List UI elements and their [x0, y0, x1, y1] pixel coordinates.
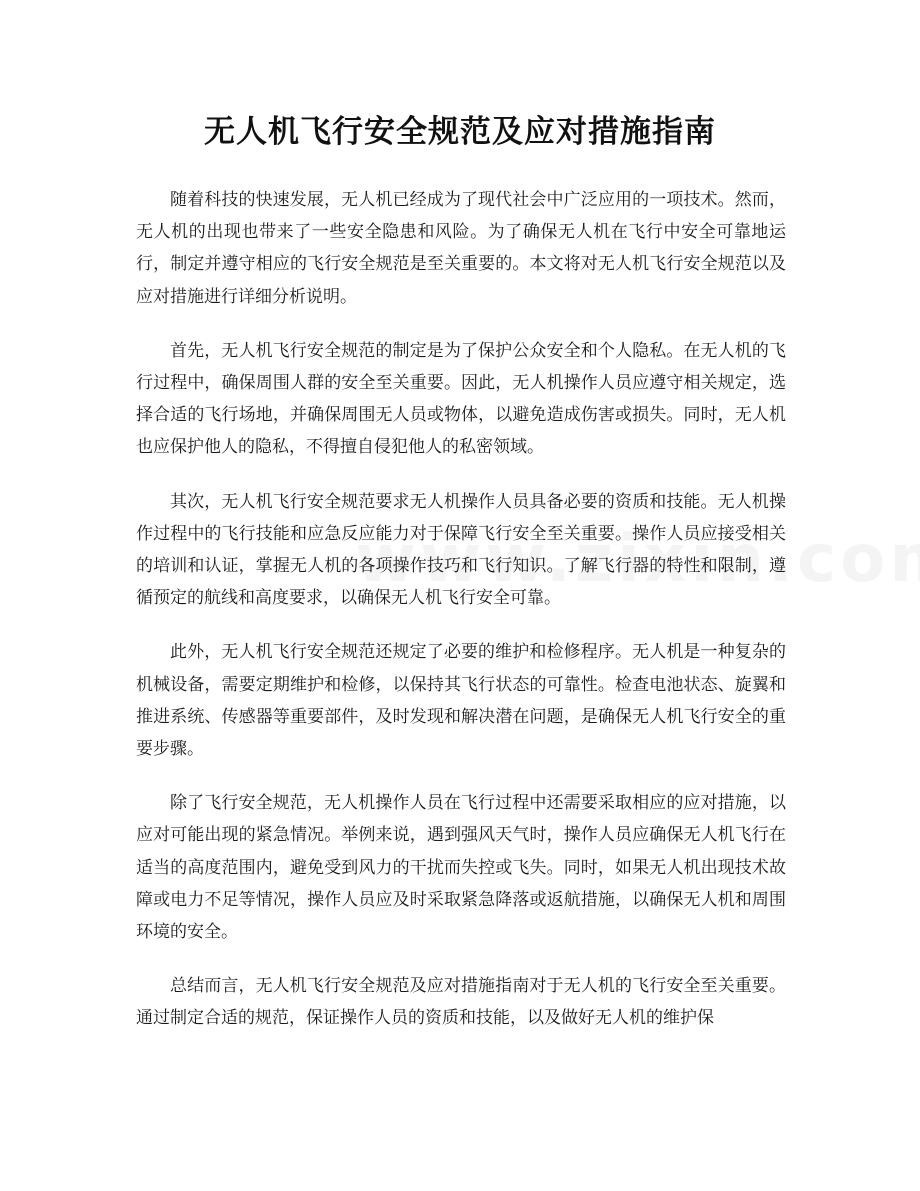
paragraph-1: 随着科技的快速发展，无人机已经成为了现代社会中广泛应用的一项技术。然而，无人机的出现也带来了一些安全隐患和风险。为了确保无人机在飞行中安全可靠地运行，制定并遵守相应的飞行安全规范是至关重要的。本文将对无人机飞行安全规范以及应对措施进行详细分析说明。 — [136, 190, 786, 307]
document-title: 无人机飞行安全规范及应对措施指南 — [204, 114, 716, 150]
paragraph-5: 除了飞行安全规范，无人机操作人员在飞行过程中还需要采取相应的应对措施，以应对可能出现的紧急情况。举例来说，遇到强风天气时，操作人员应确保无人机飞行在适当的高度范围内，避免受到风力的干扰而失控或飞失。同时，如果无人机出现技术故障或电力不足等情况，操作人员应及时采取紧急降落或返航措施，以确保无人机和周围环境的安全。 — [136, 793, 786, 943]
paragraph-4: 此外，无人机飞行安全规范还规定了必要的维护和检修程序。无人机是一种复杂的机械设备，需要定期维护和检修，以保持其飞行状态的可靠性。检查电池状态、旋翼和推进系统、传感器等重要部件，及时发现和解决潜在问题，是确保无人机飞行安全的重要步骤。 — [136, 642, 786, 760]
document-body — [136, 184, 786, 1057]
paragraph-3: 其次，无人机飞行安全规范要求无人机操作人员具备必要的资质和技能。无人机操作过程中的飞行技能和应急反应能力对于保障飞行安全至关重要。操作人员应接受相关的培训和认证，掌握无人机的各项操作技巧和飞行知识。了解飞行器的特性和限制，遵循预定的航线和高度要求，以确保无人机飞行安全可靠。 — [136, 491, 786, 609]
paragraph-6: 总结而言，无人机飞行安全规范及应对措施指南对于无人机的飞行安全至关重要。通过制定合适的规范，保证操作人员的资质和技能，以及做好无人机的维护保 — [136, 976, 786, 1029]
paragraph-2: 首先，无人机飞行安全规范的制定是为了保护公众安全和个人隐私。在无人机的飞行过程中，确保周围人群的安全至关重要。因此，无人机操作人员应遵守相关规定，选择合适的飞行场地，并确保周围无人员或物体，以避免造成伤害或损失。同时，无人机也应保护他人的隐私，不得擅自侵犯他人的私密领域。 — [136, 340, 786, 458]
